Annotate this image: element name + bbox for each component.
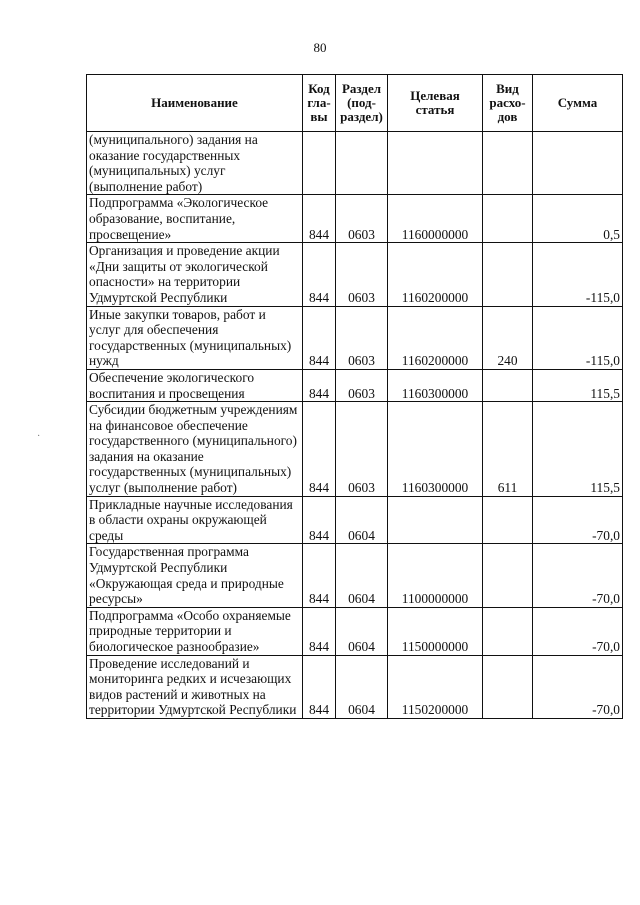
row-target: 1160200000	[388, 306, 483, 369]
row-expense: 240	[483, 306, 533, 369]
scan-mark: ·	[37, 431, 41, 442]
row-target: 1160300000	[388, 369, 483, 401]
table-row	[87, 195, 623, 243]
row-section: 0603	[336, 195, 388, 243]
header-target-line: Целевая	[410, 88, 460, 103]
row-section: 0604	[336, 655, 388, 718]
row-expense	[483, 369, 533, 401]
row-code: 844	[303, 496, 336, 544]
row-sum: -115,0	[533, 243, 623, 306]
row-name: (муниципального) задания на оказание государственных (муниципальных) услуг (выполнение работ)	[87, 132, 303, 195]
row-section: 0604	[336, 496, 388, 544]
row-expense	[483, 132, 533, 195]
row-sum: -70,0	[533, 496, 623, 544]
header-target	[388, 75, 483, 132]
table-row	[87, 544, 623, 607]
row-name: Прикладные научные исследования в области охраны окружающей среды	[87, 496, 303, 544]
row-name: Обеспечение экологического воспитания и просвещения	[87, 369, 303, 401]
row-code: 844	[303, 402, 336, 497]
row-target: 1160000000	[388, 195, 483, 243]
row-sum: -70,0	[533, 655, 623, 718]
row-sum: -115,0	[533, 306, 623, 369]
row-section: 0604	[336, 544, 388, 607]
row-target: 1160200000	[388, 243, 483, 306]
table-row	[87, 369, 623, 401]
header-section	[336, 75, 388, 132]
row-code: 844	[303, 306, 336, 369]
header-section-line: Раздел	[341, 81, 382, 96]
header-code-line: гла-	[307, 95, 331, 110]
row-code: 844	[303, 369, 336, 401]
row-target: 1100000000	[388, 544, 483, 607]
row-name: Организация и проведение акции «Дни защиты от экологической опасности» на территории Удмуртской Республики	[87, 243, 303, 306]
row-code: 844	[303, 243, 336, 306]
header-sum: Сумма	[533, 75, 623, 132]
header-expense-line: дов	[497, 109, 518, 124]
header-section-line: раздел)	[340, 109, 383, 124]
table-row	[87, 132, 623, 195]
row-sum: 115,5	[533, 402, 623, 497]
header-expense-line: расхо-	[489, 95, 526, 110]
row-expense	[483, 544, 533, 607]
row-sum: 115,5	[533, 369, 623, 401]
table-row	[87, 306, 623, 369]
header-expense-line: Вид	[496, 81, 519, 96]
row-sum: 0,5	[533, 195, 623, 243]
row-expense	[483, 607, 533, 655]
row-section: 0603	[336, 306, 388, 369]
row-target: 1150000000	[388, 607, 483, 655]
row-name: Проведение исследований и мониторинга редких и исчезающих видов растений и животных на территории Удмуртской Республики	[87, 655, 303, 718]
header-section-line: (под-	[347, 95, 376, 110]
header-name: Наименование	[87, 75, 303, 132]
header-code	[303, 75, 336, 132]
table-row	[87, 243, 623, 306]
row-sum: -70,0	[533, 607, 623, 655]
row-name: Иные закупки товаров, работ и услуг для обеспечения государственных (муниципальных) нужд	[87, 306, 303, 369]
row-sum	[533, 132, 623, 195]
row-target: 1160300000	[388, 402, 483, 497]
row-section: 0603	[336, 402, 388, 497]
page-number: 80	[313, 40, 327, 55]
table-row	[87, 496, 623, 544]
row-name: Субсидии бюджетным учреждениям на финансовое обеспечение государственного (муниципального) задания на оказание государственных (муниципальных) услуг (выполнение работ)	[87, 402, 303, 497]
row-section: 0603	[336, 243, 388, 306]
header-expense	[483, 75, 533, 132]
row-code: 844	[303, 544, 336, 607]
row-target	[388, 132, 483, 195]
row-code: 844	[303, 655, 336, 718]
header-code-line: Код	[308, 81, 330, 96]
row-name: Государственная программа Удмуртской Республики «Окружающая среда и природные ресурсы»	[87, 544, 303, 607]
row-code: 844	[303, 195, 336, 243]
table-header-row	[87, 75, 623, 132]
header-target-line: статья	[415, 102, 455, 117]
row-name: Подпрограмма «Экологическое образование, воспитание, просвещение»	[87, 195, 303, 243]
row-expense	[483, 496, 533, 544]
header-code-line: вы	[310, 109, 328, 124]
row-section	[336, 132, 388, 195]
row-code	[303, 132, 336, 195]
row-name: Подпрограмма «Особо охраняемые природные территории и биологическое разнообразие»	[87, 607, 303, 655]
row-sum: -70,0	[533, 544, 623, 607]
row-expense	[483, 243, 533, 306]
row-code: 844	[303, 607, 336, 655]
row-expense	[483, 655, 533, 718]
table-row	[87, 655, 623, 718]
row-expense: 611	[483, 402, 533, 497]
table-row	[87, 402, 623, 497]
row-expense	[483, 195, 533, 243]
budget-table	[86, 74, 623, 719]
table-row	[87, 607, 623, 655]
row-target: 1150200000	[388, 655, 483, 718]
row-section: 0604	[336, 607, 388, 655]
row-target	[388, 496, 483, 544]
row-section: 0603	[336, 369, 388, 401]
